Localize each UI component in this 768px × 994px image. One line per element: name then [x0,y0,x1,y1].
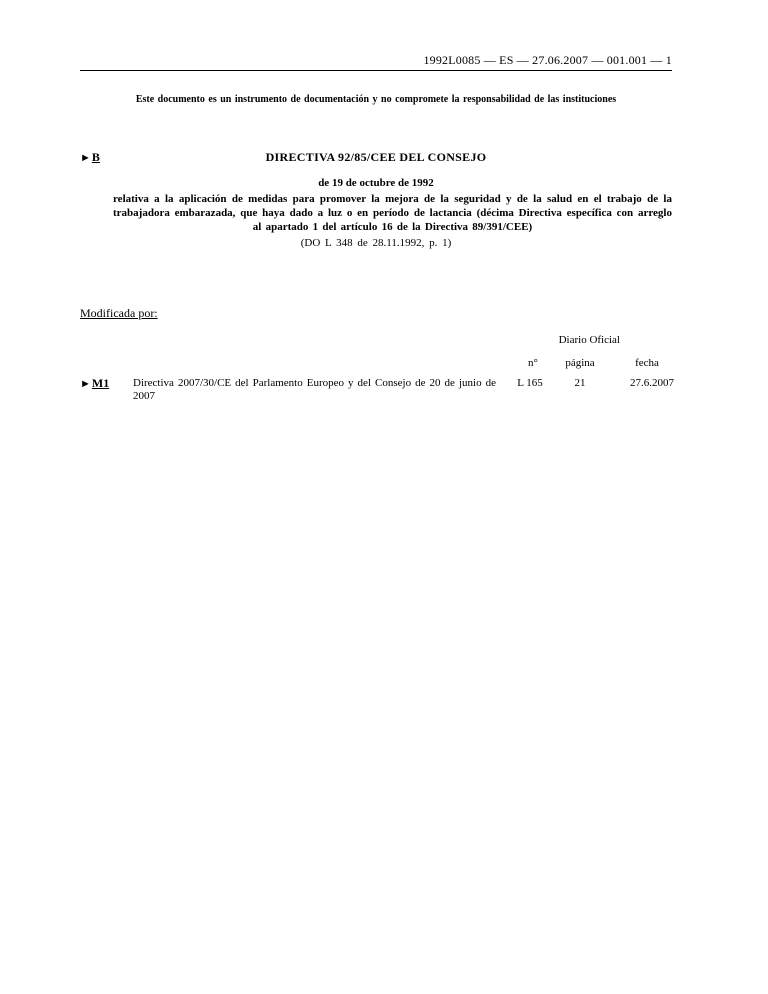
amendment-journal-date: 27.6.2007 [630,377,674,389]
base-act-marker-code: B [91,150,100,164]
amended-by-heading: Modificada por: [80,306,158,320]
directive-date: de 19 de octubre de 1992 [318,177,434,189]
arrow-right-icon: ► [80,378,91,390]
header-divider [80,70,672,71]
directive-subject: relativa a la aplicación de medidas para promover la mejora de la seguridad y de la salud en el trabajo de la trabajadora embarazada, que haya dado a luz o en período de lactancia (décima Directiva específica con arreglo al apartado 1 del artículo 16 de la Directiva 89/391/CEE) [113,193,672,233]
column-header-number: n° [528,357,538,369]
amendment-marker-m1[interactable] [80,376,109,391]
document-reference: 1992L0085 — ES — 27.06.2007 — 001.001 — 1 [423,53,672,67]
disclaimer-text: Este documento es un instrumento de documentación y no compromete la responsabilidad de las instituciones [135,94,617,105]
directive-title: DIRECTIVA 92/85/CEE DEL CONSEJO [265,150,487,164]
column-header-page: página [565,357,595,369]
column-header-date: fecha [635,357,659,369]
official-journal-reference: (DO L 348 de 28.11.1992, p. 1) [300,237,452,249]
amendment-journal-number: L 165 [517,377,543,389]
amendment-journal-page: 21 [574,377,586,389]
arrow-right-icon: ► [80,152,91,164]
journal-heading: Diario Oficial [558,334,620,346]
amendment-marker-code: M1 [91,376,110,390]
amendment-description: Directiva 2007/30/CE del Parlamento Europeo y del Consejo de 20 de junio de 2007 [133,377,496,402]
